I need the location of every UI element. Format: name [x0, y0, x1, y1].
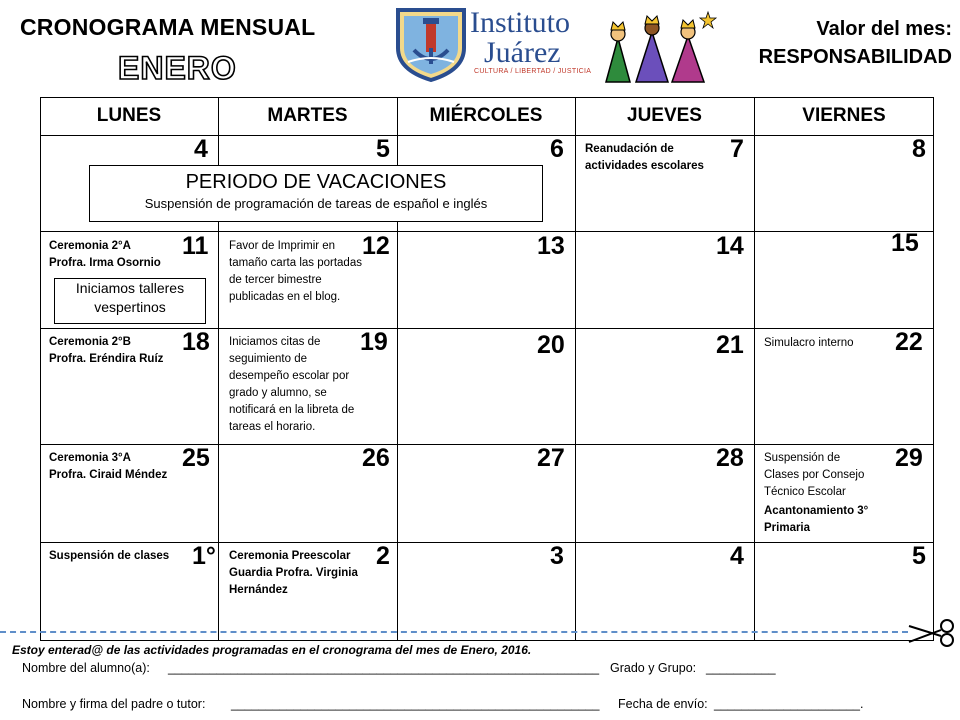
- acknowledgement-text: Estoy enterad@ de las actividades programadas en el cronograma del mes de Enero, 2016.: [12, 643, 532, 657]
- king-blue-icon: [636, 16, 668, 82]
- day-number: 14: [716, 232, 744, 260]
- weekday-header-viernes: VIERNES: [802, 105, 886, 126]
- workshops-box: Iniciamos talleres vespertinos: [54, 278, 206, 324]
- day-number: 29: [895, 444, 923, 472]
- event-note: Ceremonia 3°A Profra. Ciraid Méndez: [49, 452, 168, 481]
- event-note: Reanudación de actividades escolares: [585, 143, 704, 172]
- day-number: 3: [550, 542, 564, 570]
- grade-group-label: Grado y Grupo:: [610, 661, 697, 675]
- day-number: 21: [716, 331, 744, 359]
- shield-icon: [392, 4, 470, 82]
- send-date-label: Fecha de envío:: [618, 697, 708, 711]
- day-number: 25: [182, 444, 210, 472]
- day-number: 12: [362, 232, 390, 260]
- day-number: 26: [362, 444, 390, 472]
- weekday-header-miercoles: MIÉRCOLES: [429, 105, 543, 126]
- logo-tagline: CULTURA / LIBERTAD / JUSTICIA: [474, 68, 592, 75]
- day-number: 15: [891, 229, 919, 257]
- event-note: Ceremonia 2°A Profra. Irma Osornio: [49, 240, 161, 269]
- parent-signature-field[interactable]: _____________________________________________________: [231, 697, 600, 711]
- event-note: Simulacro interno: [764, 337, 854, 349]
- day-number: 19: [360, 328, 388, 356]
- day-number: 5: [912, 542, 926, 570]
- day-number: 13: [537, 232, 565, 260]
- event-note: Suspensión de clases: [49, 550, 170, 562]
- star-icon: [700, 12, 716, 28]
- grade-group-field[interactable]: __________: [706, 661, 776, 675]
- logo-name-line1: Instituto: [470, 6, 571, 39]
- event-note: Iniciamos citas de seguimiento de desempeño escolar por grado y alumno, se notificará en la libreta de tareas el horario.: [229, 336, 355, 433]
- parent-signature-label: Nombre y firma del padre o tutor:: [22, 697, 206, 711]
- scissors-icon: [907, 612, 957, 652]
- day-number: 8: [912, 135, 926, 163]
- value-of-month-label: Valor del mes:: [816, 18, 952, 40]
- month-label: ENERO: [118, 50, 237, 86]
- day-number: 7: [730, 135, 744, 163]
- event-note: Acantonamiento 3° Primaria: [764, 505, 869, 534]
- day-number: 6: [550, 135, 564, 163]
- day-number: 18: [182, 328, 210, 356]
- day-number: 4: [730, 542, 744, 570]
- day-number: 2: [376, 542, 390, 570]
- event-note: Suspensión de Clases por Consejo Técnico Escolar: [764, 452, 865, 498]
- day-number: 22: [895, 328, 923, 356]
- day-number: 1°: [192, 542, 216, 570]
- weekday-header-lunes: LUNES: [96, 105, 162, 126]
- king-purple-icon: [672, 20, 704, 82]
- cut-line: [0, 631, 908, 633]
- day-number: 4: [194, 135, 208, 163]
- day-number: 5: [376, 135, 390, 163]
- logo-name-line2: Juárez: [484, 36, 561, 69]
- weekday-header-jueves: JUEVES: [627, 105, 702, 126]
- send-date-field[interactable]: _____________________.: [714, 697, 864, 711]
- event-note: Ceremonia 2°B Profra. Eréndira Ruíz: [49, 336, 164, 365]
- vacation-subtitle: Suspensión de programación de tareas de español e inglés: [144, 196, 488, 211]
- student-name-field[interactable]: ______________________________________________________________: [168, 661, 600, 675]
- weekday-header-martes: MARTES: [267, 105, 348, 126]
- day-number: 27: [537, 444, 565, 472]
- event-note: Favor de Imprimir en tamaño carta las portadas de tercer bimestre publicadas en el blog.: [229, 240, 362, 303]
- value-of-month: RESPONSABILIDAD: [758, 46, 952, 68]
- three-kings-illustration: [600, 8, 720, 84]
- king-green-icon: [606, 22, 630, 82]
- student-name-label: Nombre del alumno(a):: [22, 661, 150, 675]
- day-number: 20: [537, 331, 565, 359]
- day-number: 28: [716, 444, 744, 472]
- page-title: CRONOGRAMA MENSUAL: [20, 14, 316, 40]
- day-number: 11: [182, 232, 209, 260]
- vacation-period-box: [89, 165, 543, 222]
- event-note: Ceremonia Preescolar Guardia Profra. Virginia Hernández: [229, 550, 358, 596]
- vacation-title: PERIODO DE VACACIONES: [185, 171, 447, 193]
